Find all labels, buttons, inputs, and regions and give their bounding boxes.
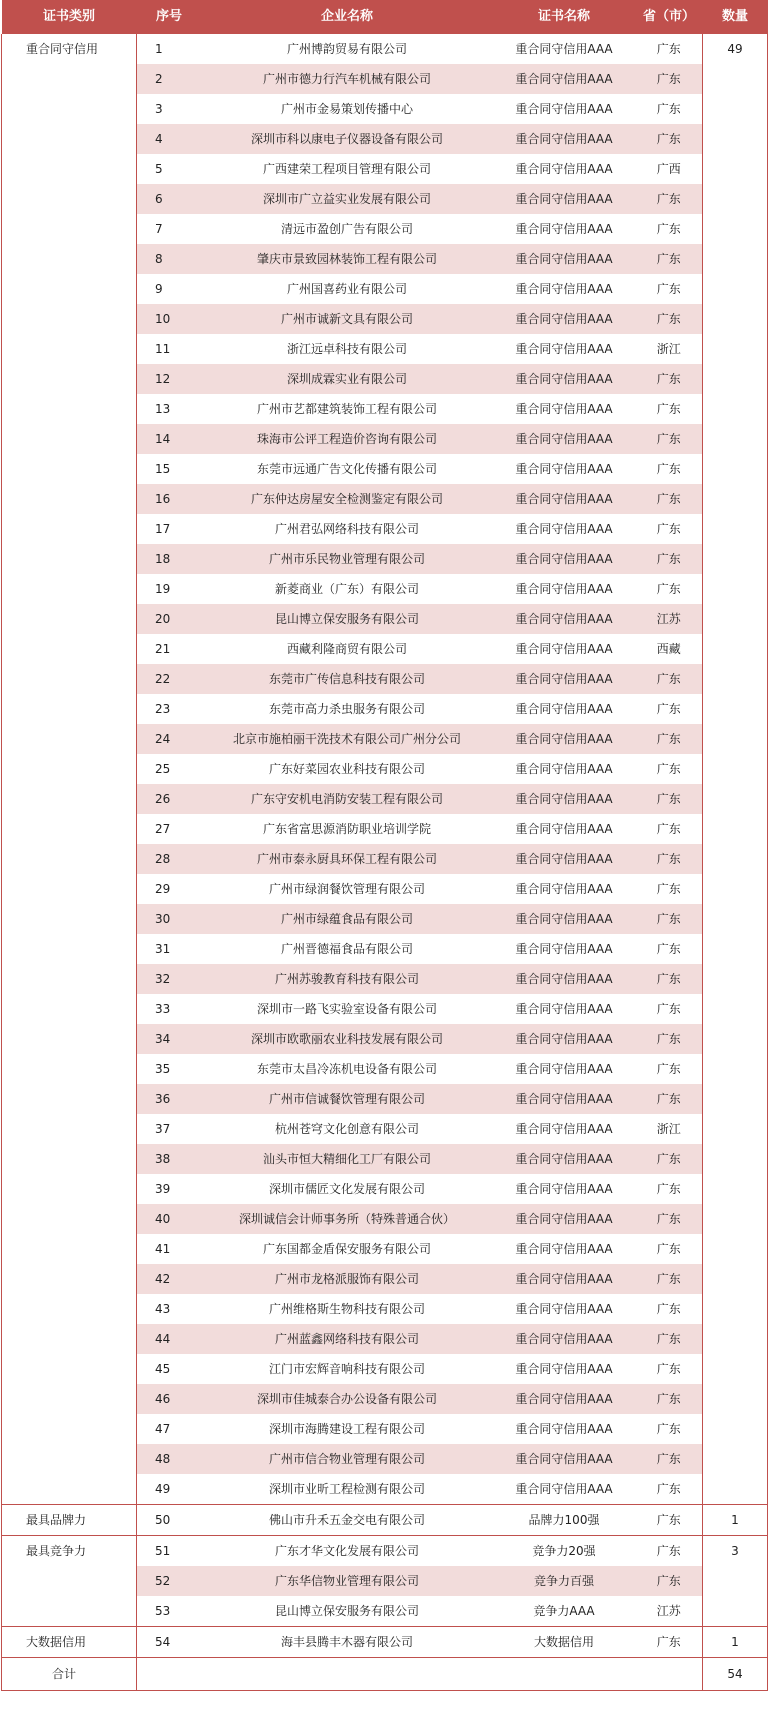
company-name-cell: 深圳市欧歌丽农业科技发展有限公司 [202,1024,493,1054]
number-cell: 33 [137,994,202,1024]
number-cell: 40 [137,1204,202,1234]
number-cell: 47 [137,1414,202,1444]
province-cell: 广东 [636,1444,703,1474]
certificate-name-cell: 重合同守信用AAA [493,214,636,244]
company-name-cell: 广州市信合物业管理有限公司 [202,1444,493,1474]
province-cell: 广西 [636,154,703,184]
province-cell: 广东 [636,1536,703,1567]
number-cell: 52 [137,1566,202,1596]
number-cell: 9 [137,274,202,304]
certificate-name-cell: 重合同守信用AAA [493,694,636,724]
number-cell: 19 [137,574,202,604]
count-cell: 1 [703,1627,768,1658]
company-name-cell: 深圳市广立益实业发展有限公司 [202,184,493,214]
number-cell: 6 [137,184,202,214]
province-cell: 江苏 [636,604,703,634]
province-cell: 广东 [636,724,703,754]
province-cell: 广东 [636,694,703,724]
province-cell: 广东 [636,304,703,334]
company-name-cell: 广州市绿润餐饮管理有限公司 [202,874,493,904]
number-cell: 21 [137,634,202,664]
number-cell: 24 [137,724,202,754]
company-name-cell: 新菱商业（广东）有限公司 [202,574,493,604]
header-province: 省（市） [636,0,703,34]
company-name-cell: 广东守安机电消防安装工程有限公司 [202,784,493,814]
province-cell: 广东 [636,1174,703,1204]
company-name-cell: 海丰县腾丰木器有限公司 [202,1627,493,1658]
company-name-cell: 广州蓝鑫网络科技有限公司 [202,1324,493,1354]
category-cell: 最具竞争力 [2,1536,137,1627]
certificate-name-cell: 品牌力100强 [493,1505,636,1536]
province-cell: 江苏 [636,1596,703,1627]
company-name-cell: 广州君弘网络科技有限公司 [202,514,493,544]
province-cell: 广东 [636,1384,703,1414]
number-cell: 4 [137,124,202,154]
company-name-cell: 广州市德力行汽车机械有限公司 [202,64,493,94]
number-cell: 34 [137,1024,202,1054]
certificate-name-cell: 重合同守信用AAA [493,1324,636,1354]
header-company-name: 企业名称 [202,0,493,34]
province-cell: 广东 [636,64,703,94]
number-cell: 51 [137,1536,202,1567]
province-cell: 广东 [636,244,703,274]
header-count: 数量 [703,0,768,34]
number-cell: 32 [137,964,202,994]
province-cell: 广东 [636,184,703,214]
certificate-name-cell: 重合同守信用AAA [493,994,636,1024]
company-name-cell: 广州市艺都建筑装饰工程有限公司 [202,394,493,424]
number-cell: 2 [137,64,202,94]
company-name-cell: 深圳市佳城泰合办公设备有限公司 [202,1384,493,1414]
number-cell: 30 [137,904,202,934]
certificate-name-cell: 重合同守信用AAA [493,304,636,334]
number-cell: 42 [137,1264,202,1294]
number-cell: 29 [137,874,202,904]
certificate-name-cell: 竞争力20强 [493,1536,636,1567]
company-name-cell: 广东国都金盾保安服务有限公司 [202,1234,493,1264]
certificate-name-cell: 重合同守信用AAA [493,664,636,694]
province-cell: 广东 [636,1294,703,1324]
count-cell: 49 [703,34,768,1505]
certificate-table [1,0,768,1691]
company-name-cell: 肇庆市景致园林装饰工程有限公司 [202,244,493,274]
number-cell: 43 [137,1294,202,1324]
province-cell: 广东 [636,1474,703,1505]
number-cell: 36 [137,1084,202,1114]
category-cell: 重合同守信用 [2,34,137,1505]
certificate-name-cell: 重合同守信用AAA [493,1264,636,1294]
certificate-name-cell: 重合同守信用AAA [493,1444,636,1474]
province-cell: 广东 [636,574,703,604]
company-name-cell: 深圳成霖实业有限公司 [202,364,493,394]
province-cell: 广东 [636,124,703,154]
company-name-cell: 广州市诚新文具有限公司 [202,304,493,334]
company-name-cell: 广东华信物业管理有限公司 [202,1566,493,1596]
certificate-name-cell: 重合同守信用AAA [493,1204,636,1234]
certificate-name-cell: 重合同守信用AAA [493,814,636,844]
certificate-name-cell: 重合同守信用AAA [493,364,636,394]
company-name-cell: 佛山市升禾五金交电有限公司 [202,1505,493,1536]
company-name-cell: 广州市泰永厨具环保工程有限公司 [202,844,493,874]
province-cell: 西藏 [636,634,703,664]
certificate-name-cell: 重合同守信用AAA [493,424,636,454]
province-cell: 广东 [636,994,703,1024]
certificate-name-cell: 重合同守信用AAA [493,1354,636,1384]
province-cell: 广东 [636,424,703,454]
province-cell: 广东 [636,1234,703,1264]
certificate-name-cell: 重合同守信用AAA [493,1384,636,1414]
certificate-name-cell: 重合同守信用AAA [493,784,636,814]
province-cell: 广东 [636,454,703,484]
certificate-name-cell: 重合同守信用AAA [493,334,636,364]
number-cell: 16 [137,484,202,514]
header-category: 证书类别 [2,0,137,34]
certificate-name-cell: 重合同守信用AAA [493,934,636,964]
number-cell: 14 [137,424,202,454]
certificate-name-cell: 重合同守信用AAA [493,1084,636,1114]
province-cell: 广东 [636,1354,703,1384]
table-row [2,1536,768,1567]
count-cell: 3 [703,1536,768,1627]
company-name-cell: 东莞市高力杀虫服务有限公司 [202,694,493,724]
number-cell: 35 [137,1054,202,1084]
company-name-cell: 广西建荣工程项目管理有限公司 [202,154,493,184]
company-name-cell: 广州国喜药业有限公司 [202,274,493,304]
number-cell: 41 [137,1234,202,1264]
company-name-cell: 广州苏骏教育科技有限公司 [202,964,493,994]
number-cell: 17 [137,514,202,544]
province-cell: 广东 [636,964,703,994]
number-cell: 11 [137,334,202,364]
province-cell: 广东 [636,1054,703,1084]
province-cell: 广东 [636,1144,703,1174]
province-cell: 广东 [636,1204,703,1234]
company-name-cell: 东莞市广传信息科技有限公司 [202,664,493,694]
certificate-name-cell: 重合同守信用AAA [493,1114,636,1144]
header-number: 序号 [137,0,202,34]
certificate-name-cell: 重合同守信用AAA [493,64,636,94]
table-body [2,34,768,1658]
certificate-name-cell: 重合同守信用AAA [493,904,636,934]
company-name-cell: 广东好菜园农业科技有限公司 [202,754,493,784]
certificate-name-cell: 重合同守信用AAA [493,844,636,874]
number-cell: 1 [137,34,202,64]
company-name-cell: 昆山博立保安服务有限公司 [202,604,493,634]
certificate-name-cell: 重合同守信用AAA [493,1234,636,1264]
total-label: 合计 [2,1658,137,1691]
certificate-name-cell: 重合同守信用AAA [493,874,636,904]
certificate-name-cell: 重合同守信用AAA [493,604,636,634]
certificate-name-cell: 重合同守信用AAA [493,544,636,574]
company-name-cell: 清远市盈创广告有限公司 [202,214,493,244]
table-row [2,1505,768,1536]
company-name-cell: 珠海市公评工程造价咨询有限公司 [202,424,493,454]
category-cell: 最具品牌力 [2,1505,137,1536]
number-cell: 8 [137,244,202,274]
province-cell: 广东 [636,1627,703,1658]
province-cell: 广东 [636,514,703,544]
certificate-name-cell: 重合同守信用AAA [493,454,636,484]
certificate-name-cell: 大数据信用 [493,1627,636,1658]
number-cell: 10 [137,304,202,334]
number-cell: 49 [137,1474,202,1505]
province-cell: 广东 [636,934,703,964]
category-cell: 大数据信用 [2,1627,137,1658]
province-cell: 广东 [636,1084,703,1114]
province-cell: 广东 [636,1505,703,1536]
number-cell: 45 [137,1354,202,1384]
province-cell: 广东 [636,544,703,574]
company-name-cell: 东莞市远通广告文化传播有限公司 [202,454,493,484]
count-cell: 1 [703,1505,768,1536]
company-name-cell: 西藏利隆商贸有限公司 [202,634,493,664]
company-name-cell: 深圳市海腾建设工程有限公司 [202,1414,493,1444]
number-cell: 38 [137,1144,202,1174]
number-cell: 50 [137,1505,202,1536]
company-name-cell: 深圳市一路飞实验室设备有限公司 [202,994,493,1024]
number-cell: 12 [137,364,202,394]
certificate-name-cell: 重合同守信用AAA [493,274,636,304]
certificate-name-cell: 重合同守信用AAA [493,1474,636,1505]
province-cell: 广东 [636,484,703,514]
number-cell: 27 [137,814,202,844]
certificate-name-cell: 重合同守信用AAA [493,94,636,124]
certificate-name-cell: 重合同守信用AAA [493,514,636,544]
company-name-cell: 深圳市儒匠文化发展有限公司 [202,1174,493,1204]
province-cell: 广东 [636,34,703,64]
company-name-cell: 广州晋德福食品有限公司 [202,934,493,964]
number-cell: 7 [137,214,202,244]
number-cell: 31 [137,934,202,964]
table-row [2,1627,768,1658]
company-name-cell: 广州市绿蕴食品有限公司 [202,904,493,934]
certificate-name-cell: 重合同守信用AAA [493,34,636,64]
province-cell: 广东 [636,1324,703,1354]
certificate-name-cell: 重合同守信用AAA [493,724,636,754]
province-cell: 广东 [636,844,703,874]
company-name-cell: 昆山博立保安服务有限公司 [202,1596,493,1627]
province-cell: 广东 [636,754,703,784]
header-certificate-name: 证书名称 [493,0,636,34]
province-cell: 广东 [636,814,703,844]
number-cell: 28 [137,844,202,874]
number-cell: 39 [137,1174,202,1204]
company-name-cell: 广东才华文化发展有限公司 [202,1536,493,1567]
number-cell: 3 [137,94,202,124]
number-cell: 37 [137,1114,202,1144]
table-footer [2,1658,768,1691]
number-cell: 15 [137,454,202,484]
number-cell: 18 [137,544,202,574]
company-name-cell: 广州市金易策划传播中心 [202,94,493,124]
certificate-name-cell: 重合同守信用AAA [493,124,636,154]
certificate-name-cell: 重合同守信用AAA [493,1414,636,1444]
table-row [2,34,768,64]
certificate-name-cell: 重合同守信用AAA [493,964,636,994]
table-header [2,0,768,34]
certificate-name-cell: 重合同守信用AAA [493,1024,636,1054]
province-cell: 广东 [636,874,703,904]
province-cell: 广东 [636,1264,703,1294]
number-cell: 26 [137,784,202,814]
company-name-cell: 广州市信诚餐饮管理有限公司 [202,1084,493,1114]
company-name-cell: 江门市宏辉音响科技有限公司 [202,1354,493,1384]
province-cell: 广东 [636,394,703,424]
certificate-name-cell: 重合同守信用AAA [493,184,636,214]
company-name-cell: 深圳市业昕工程检测有限公司 [202,1474,493,1505]
province-cell: 广东 [636,364,703,394]
number-cell: 22 [137,664,202,694]
number-cell: 53 [137,1596,202,1627]
province-cell: 广东 [636,1414,703,1444]
total-value: 54 [703,1658,768,1691]
number-cell: 44 [137,1324,202,1354]
certificate-name-cell: 竞争力AAA [493,1596,636,1627]
certificate-name-cell: 重合同守信用AAA [493,1144,636,1174]
province-cell: 浙江 [636,334,703,364]
company-name-cell: 汕头市恒大精细化工厂有限公司 [202,1144,493,1174]
province-cell: 广东 [636,1566,703,1596]
certificate-name-cell: 重合同守信用AAA [493,154,636,184]
province-cell: 广东 [636,1024,703,1054]
number-cell: 20 [137,604,202,634]
company-name-cell: 广州博韵贸易有限公司 [202,34,493,64]
company-name-cell: 广东仲达房屋安全检测鉴定有限公司 [202,484,493,514]
company-name-cell: 广州市乐民物业管理有限公司 [202,544,493,574]
company-name-cell: 浙江远卓科技有限公司 [202,334,493,364]
company-name-cell: 东莞市太昌冷冻机电设备有限公司 [202,1054,493,1084]
certificate-name-cell: 重合同守信用AAA [493,1174,636,1204]
company-name-cell: 深圳市科以康电子仪器设备有限公司 [202,124,493,154]
province-cell: 广东 [636,274,703,304]
province-cell: 浙江 [636,1114,703,1144]
number-cell: 54 [137,1627,202,1658]
number-cell: 23 [137,694,202,724]
certificate-name-cell: 重合同守信用AAA [493,484,636,514]
province-cell: 广东 [636,904,703,934]
certificate-name-cell: 重合同守信用AAA [493,1294,636,1324]
province-cell: 广东 [636,784,703,814]
company-name-cell: 广州维格斯生物科技有限公司 [202,1294,493,1324]
certificate-name-cell: 重合同守信用AAA [493,754,636,784]
number-cell: 46 [137,1384,202,1414]
certificate-name-cell: 重合同守信用AAA [493,394,636,424]
certificate-name-cell: 重合同守信用AAA [493,574,636,604]
number-cell: 5 [137,154,202,184]
certificate-name-cell: 竞争力百强 [493,1566,636,1596]
province-cell: 广东 [636,94,703,124]
company-name-cell: 北京市施柏丽干洗技术有限公司广州分公司 [202,724,493,754]
certificate-name-cell: 重合同守信用AAA [493,244,636,274]
company-name-cell: 杭州苍穹文化创意有限公司 [202,1114,493,1144]
total-spacer [137,1658,703,1691]
company-name-cell: 广东省富思源消防职业培训学院 [202,814,493,844]
province-cell: 广东 [636,664,703,694]
company-name-cell: 广州市龙格派服饰有限公司 [202,1264,493,1294]
certificate-name-cell: 重合同守信用AAA [493,634,636,664]
province-cell: 广东 [636,214,703,244]
company-name-cell: 深圳诚信会计师事务所（特殊普通合伙） [202,1204,493,1234]
number-cell: 13 [137,394,202,424]
certificate-name-cell: 重合同守信用AAA [493,1054,636,1084]
number-cell: 48 [137,1444,202,1474]
number-cell: 25 [137,754,202,784]
